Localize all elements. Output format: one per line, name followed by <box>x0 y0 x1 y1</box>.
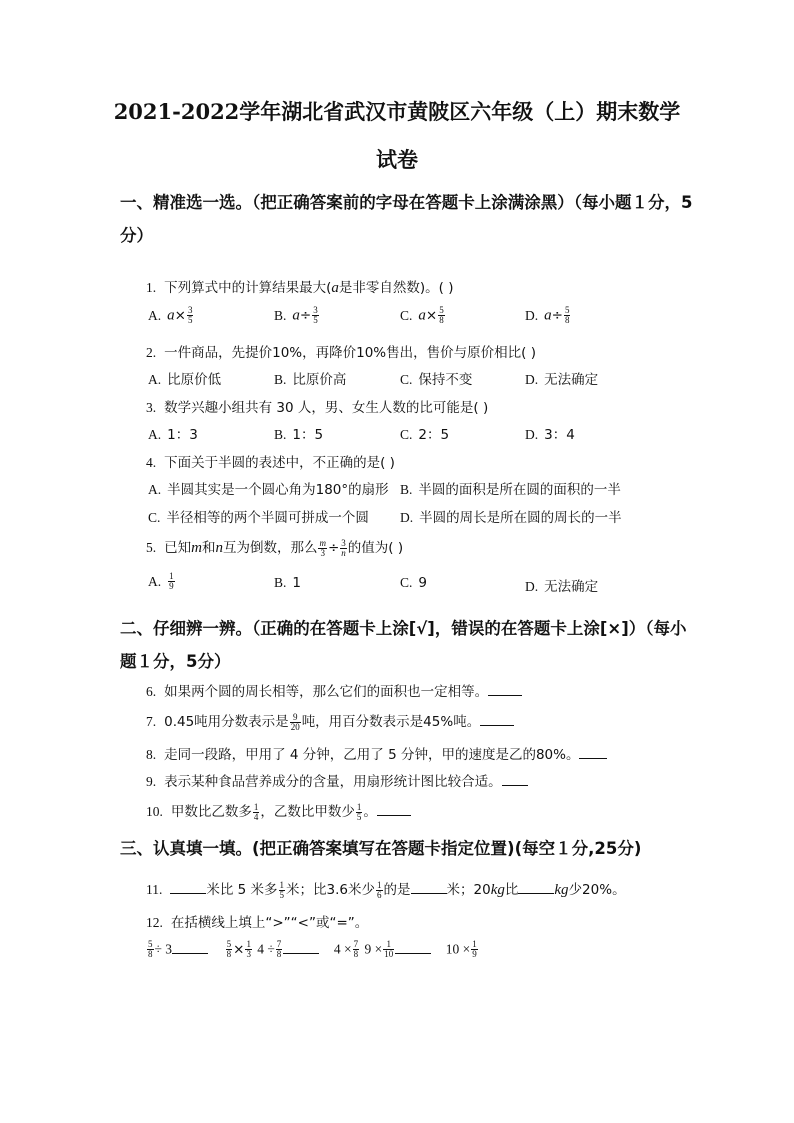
numerator: 1 <box>246 939 251 949</box>
operator: ÷ <box>299 307 312 324</box>
answer-blank[interactable] <box>172 941 208 954</box>
question-11 <box>146 878 626 900</box>
question-2 <box>146 341 536 361</box>
fraction <box>340 539 347 558</box>
option-text: 半圆的面积是所在圆的面积的一半 <box>418 482 621 498</box>
section-3-heading: 三、认真填一填。(把正确答案填写在答题卡指定位置)(每空１分,25分) <box>120 839 642 858</box>
numerator: 1 <box>472 939 477 949</box>
expression: 4 × <box>333 941 352 957</box>
option-letter: A. <box>148 372 162 387</box>
expression: 10 × <box>445 941 471 957</box>
question-text: 下面关于半圆的表述中，不正确的是( ) <box>164 455 395 471</box>
q4-option-a[interactable] <box>148 478 389 498</box>
fraction <box>356 803 363 822</box>
question-text: 一件商品，先提价10%，再降价10%售出，售价与原价相比( ) <box>164 345 536 361</box>
question-3 <box>146 396 488 416</box>
answer-blank[interactable] <box>518 881 554 894</box>
question-number: 12. <box>146 915 163 930</box>
fraction <box>564 306 571 325</box>
option-letter: A. <box>148 427 162 442</box>
fraction <box>312 306 319 325</box>
numerator: 1 <box>253 801 259 812</box>
fraction <box>226 940 233 959</box>
question-9 <box>146 770 528 790</box>
answer-blank[interactable] <box>480 713 514 726</box>
fraction <box>279 881 286 900</box>
option-letter: C. <box>400 307 413 323</box>
unit-kg: kg <box>554 882 569 898</box>
denominator: 9 <box>169 581 174 591</box>
question-number: 1. <box>146 280 157 295</box>
q2-option-b[interactable] <box>274 368 346 388</box>
question-text: 互为倒数，那么 <box>222 540 318 556</box>
question-text: 0.45吨用分数表示是 <box>164 714 289 730</box>
option-letter: C. <box>148 510 161 525</box>
question-text: 少20%。 <box>568 882 626 898</box>
question-number: 5. <box>146 540 157 555</box>
q2-option-d[interactable] <box>525 368 598 388</box>
denominator: 8 <box>276 949 282 959</box>
question-6 <box>146 680 522 700</box>
option-letter: B. <box>274 307 287 323</box>
question-1 <box>146 276 454 297</box>
variable-a: a <box>418 307 426 324</box>
question-number: 11. <box>146 882 163 897</box>
unit-kg: kg <box>490 882 505 898</box>
numerator: m <box>319 537 326 548</box>
fraction <box>383 940 394 959</box>
question-number: 2. <box>146 345 157 360</box>
numerator: 1 <box>383 940 394 950</box>
q3-option-d[interactable] <box>525 423 575 443</box>
option-text: 1 <box>292 575 301 591</box>
question-text: 的值为( ) <box>347 540 404 556</box>
option-letter: C. <box>400 372 413 387</box>
variable-a: a <box>544 307 552 324</box>
q5-option-d[interactable] <box>525 575 598 595</box>
option-text: 无法确定 <box>544 372 599 388</box>
denominator: 5 <box>187 315 193 325</box>
question-number: 9. <box>146 774 157 789</box>
option-text: 无法确定 <box>544 579 599 595</box>
answer-blank[interactable] <box>283 941 319 954</box>
question-text: 米比 5 米多 <box>206 882 278 898</box>
denominator: 8 <box>564 315 570 325</box>
option-text: 比原价低 <box>167 372 222 388</box>
question-4 <box>146 451 395 471</box>
numerator: 7 <box>353 939 359 949</box>
question-text: 。 <box>363 804 377 820</box>
fraction <box>168 572 175 591</box>
fraction <box>147 940 154 959</box>
numerator: 5 <box>148 939 153 949</box>
option-text: 半圆其实是一个圆心角为180°的扇形 <box>167 482 389 498</box>
fraction <box>276 940 283 959</box>
question-8 <box>146 743 607 763</box>
question-text: 的是 <box>383 882 411 898</box>
option-text: 保持不变 <box>418 372 473 388</box>
denominator: 6 <box>377 889 382 900</box>
q1-option-c[interactable] <box>400 306 446 325</box>
q2-option-c[interactable] <box>400 368 472 388</box>
numerator: 1 <box>377 879 382 890</box>
option-letter: B. <box>274 372 287 387</box>
question-text: 米；比3.6米少 <box>286 882 376 898</box>
q2-option-a[interactable] <box>148 368 221 388</box>
section-2-heading: 二、仔细辨一辨。（正确的在答题卡上涂[√]，错误的在答题卡上涂[×]）（每小题１分，5分） <box>120 619 687 671</box>
option-text: 9 <box>418 575 427 591</box>
question-10 <box>146 800 411 822</box>
operator: × <box>174 307 186 324</box>
option-letter: D. <box>525 372 539 387</box>
numerator: 3 <box>313 305 318 315</box>
question-text: 米；20 <box>446 882 491 898</box>
expression: 9 × <box>364 941 383 957</box>
denominator: 10 <box>384 949 394 959</box>
numerator: 5 <box>226 939 232 949</box>
denominator: 5 <box>356 811 362 822</box>
q5-option-a[interactable] <box>148 572 176 591</box>
option-letter: C. <box>400 575 413 590</box>
question-number: 6. <box>146 684 157 699</box>
fraction <box>376 881 383 900</box>
q5-option-c[interactable] <box>400 575 427 591</box>
question-text: 表示某种食品营养成分的含量，用扇形统计图比较合适。 <box>164 774 502 790</box>
fraction <box>318 539 327 558</box>
operator: ÷ <box>551 307 563 324</box>
option-text: 比原价高 <box>292 372 347 388</box>
answer-blank[interactable] <box>579 746 607 759</box>
question-text: 已知 <box>164 540 192 556</box>
fraction <box>471 940 478 959</box>
comparison-row <box>146 940 479 959</box>
denominator: 5 <box>313 315 318 325</box>
variable-a: a <box>292 307 300 324</box>
numerator: 5 <box>439 305 444 315</box>
denominator: 3 <box>320 547 325 558</box>
fraction <box>438 306 445 325</box>
question-text: 在括横线上填上“>”“<”或“=”。 <box>170 915 369 931</box>
numerator: 1 <box>279 879 285 890</box>
denominator: 9 <box>472 949 477 959</box>
option-text: 半径相等的两个半圆可拼成一个圆 <box>166 510 369 526</box>
question-12 <box>146 911 368 931</box>
numerator: 3 <box>187 305 193 315</box>
answer-blank[interactable] <box>170 881 206 894</box>
option-text: 1：5 <box>292 427 324 443</box>
question-text: 走同一段路，甲用了 4 分钟，乙用了 5 分钟，甲的速度是乙的80%。 <box>164 747 580 763</box>
question-7 <box>146 710 514 732</box>
question-number: 8. <box>146 747 157 762</box>
answer-blank[interactable] <box>377 803 411 816</box>
expression: 4 ÷ <box>257 941 275 957</box>
question-number: 7. <box>146 714 157 729</box>
q3-option-a[interactable] <box>148 423 198 443</box>
section-1-heading: 一、精准选一选。（把正确答案前的字母在答题卡上涂满涂黑）（每小题１分，5分） <box>120 193 693 245</box>
fraction <box>290 713 301 732</box>
denominator: 8 <box>226 949 232 959</box>
question-number: 3. <box>146 400 157 415</box>
option-letter: B. <box>274 575 287 590</box>
q3-option-c[interactable] <box>400 423 449 443</box>
operator: × <box>425 307 438 324</box>
operator: × <box>233 941 245 958</box>
operator: ÷ <box>327 540 340 556</box>
option-letter: B. <box>274 427 287 442</box>
numerator: 9 <box>290 713 301 723</box>
q3-option-b[interactable] <box>274 423 323 443</box>
fraction <box>253 803 260 822</box>
option-letter: D. <box>525 307 539 323</box>
q1-option-a[interactable] <box>148 306 194 325</box>
option-letter: D. <box>525 427 539 442</box>
question-text: ，乙数比甲数少 <box>260 804 355 820</box>
fraction <box>245 940 252 959</box>
question-text: 数学兴趣小组共有 30 人，男、女生人数的比可能是( ) <box>164 400 489 416</box>
denominator: 5 <box>279 889 285 900</box>
option-letter: A. <box>148 482 162 497</box>
question-number: 4. <box>146 455 157 470</box>
question-text: 和 <box>201 540 216 556</box>
q4-option-c[interactable] <box>148 506 369 526</box>
question-number: 10. <box>146 804 163 819</box>
option-letter: C. <box>400 427 413 442</box>
question-5 <box>146 536 403 558</box>
denominator: 20 <box>290 721 300 732</box>
answer-blank[interactable] <box>411 881 447 894</box>
denominator: n <box>341 547 346 558</box>
variable-a: a <box>167 307 175 324</box>
option-text: 3：4 <box>544 427 575 443</box>
q4-option-d[interactable] <box>400 506 622 526</box>
denominator: 8 <box>353 949 359 959</box>
option-text: 半圆的周长是所在圆的周长的一半 <box>419 510 622 526</box>
option-text: 1：3 <box>167 427 198 443</box>
numerator: 7 <box>276 939 282 949</box>
option-letter: B. <box>400 482 413 497</box>
question-text: 吨，用百分数表示是45%吨。 <box>301 714 481 730</box>
option-letter: A. <box>148 307 162 323</box>
question-text: 甲数比乙数多 <box>170 804 252 820</box>
question-text: 比 <box>504 882 519 898</box>
q5-option-b[interactable] <box>274 575 301 591</box>
fraction <box>187 306 194 325</box>
answer-blank[interactable] <box>395 941 431 954</box>
answer-blank[interactable] <box>502 773 528 786</box>
numerator: 5 <box>564 305 570 315</box>
variable-a: a <box>331 280 339 296</box>
variable-m: m <box>191 540 202 556</box>
fraction <box>353 940 360 959</box>
expression: ÷ 3 <box>154 941 173 957</box>
denominator: 3 <box>246 949 251 959</box>
answer-blank[interactable] <box>488 683 522 696</box>
denominator: 8 <box>148 949 153 959</box>
denominator: 8 <box>439 315 444 325</box>
exam-title-line2: 试卷 <box>376 147 418 172</box>
option-text: 2：5 <box>418 427 450 443</box>
question-text-tail: 是非零自然数)。( ) <box>338 280 454 296</box>
numerator: 1 <box>169 571 174 581</box>
q1-option-d[interactable] <box>525 306 571 325</box>
option-letter: D. <box>400 510 414 525</box>
exam-title-line1: 2021-2022学年湖北省武汉市黄陂区六年级（上）期末数学 <box>113 99 681 124</box>
question-text: 下列算式中的计算结果最大( <box>164 280 332 296</box>
question-text: 如果两个圆的周长相等，那么它们的面积也一定相等。 <box>164 684 489 700</box>
q4-option-b[interactable] <box>400 478 621 498</box>
numerator: 1 <box>356 801 362 812</box>
variable-n: n <box>215 540 223 556</box>
option-letter: D. <box>525 579 539 594</box>
q1-option-b[interactable] <box>274 306 320 325</box>
denominator: 4 <box>253 811 259 822</box>
numerator: 3 <box>341 537 346 548</box>
option-letter: A. <box>148 573 162 589</box>
